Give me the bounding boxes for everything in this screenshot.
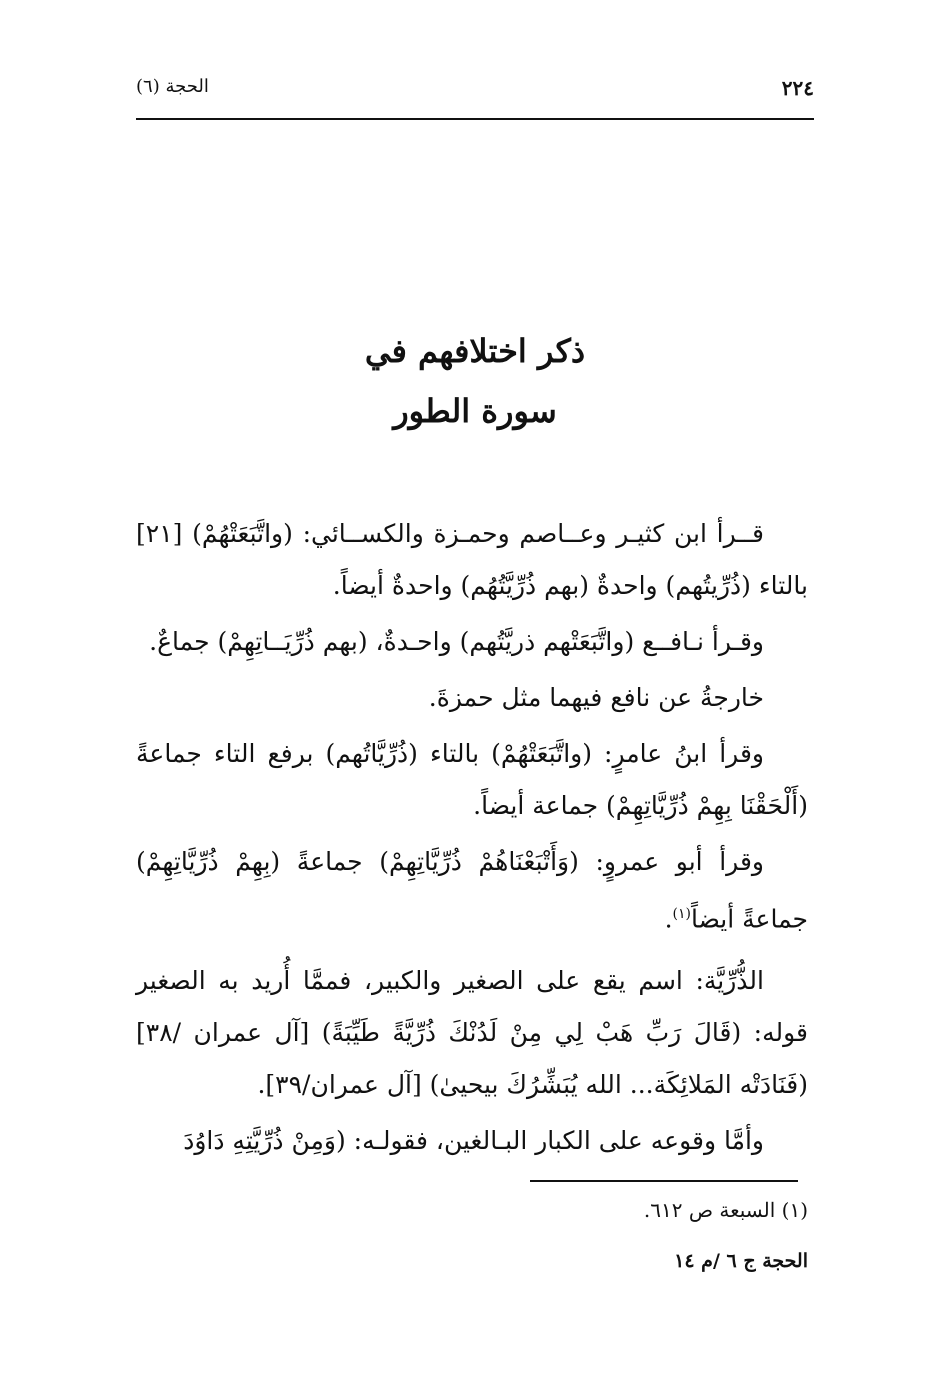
paragraph: وقـرأ نـافــع (واتَّبَعَتْهم ذريَّتُهم) واحـدةٌ، (بهم ذُرِّيَــاتِهِمْ) جماعٌ. — [149, 627, 764, 656]
signature-mark: الحجة ج ٦ /م ١٤ — [674, 1250, 808, 1272]
footnote-rule — [530, 1180, 798, 1182]
paragraph — [136, 836, 808, 945]
paragraph-text: وقرأ أبو عمروٍ: (وَأَتْبَعْنَاهُمْ ذُرِّيَّاتِهِمْ) جماعةً (بِهِمْ ذُرِّيَّاتِهِمْ) جماعةً أيضاً — [136, 847, 808, 934]
footnote-reference[interactable]: (١) — [672, 906, 691, 922]
paragraph: وقرأ ابنُ عامرٍ: (واتَّبَعَتْهُمْ) بالتاء (ذُرِّيَّاتُهم) برفع التاء جماعةً (أَلْحَقْنَا بِهِمْ ذُرِّيَّاتِهِمْ) جماعة أيضاً. — [136, 739, 808, 820]
paragraph: خارجةُ عن نافع فيهما مثل حمزةَ. — [428, 683, 764, 712]
page-header — [136, 76, 814, 106]
paragraph: قــرأ ابن كثيـر وعــاصم وحمـزة والكســائي: (واتَّبَعَتْهُمْ) [٢١] بالتاء (ذُرِّيتُهم) واحدةٌ (بهم ذُرِّيَّتُهُم) واحدةٌ أيضاً. — [136, 519, 808, 600]
paragraph: وأمَّا وقوعه على الكبار البـالغين، فقولـه: (وَمِنْ ذُرِّيَّتِهِ دَاوُدَ — [183, 1126, 764, 1156]
paragraph-end: . — [664, 904, 673, 934]
section-title-line1: ذكر اختلافهم في — [364, 332, 586, 370]
section-title-line2: سورة الطور — [393, 392, 557, 430]
body-text — [136, 508, 808, 1171]
paragraph: الذُّرِّيَّة: اسم يقع على الصغير والكبير، فممَّا أُريد به الصغير قوله: (قَالَ رَبِّ هَبْ لِي مِنْ لَدُنْكَ ذُرِّيَّةً طَيِّبَةً) [آل عمران /٣٨] (فَنَادَتْه المَلائِكَة... الله يُبَشِّرُكَ بيحيىٰ) [آل عمران/٣٩]. — [136, 966, 808, 1100]
footnote: (١) السبعة ص ٦١٢. — [643, 1198, 808, 1222]
page-number: ٢٢٤ — [781, 76, 814, 100]
running-title: الحجة (٦) — [136, 76, 209, 97]
header-rule — [136, 118, 814, 120]
